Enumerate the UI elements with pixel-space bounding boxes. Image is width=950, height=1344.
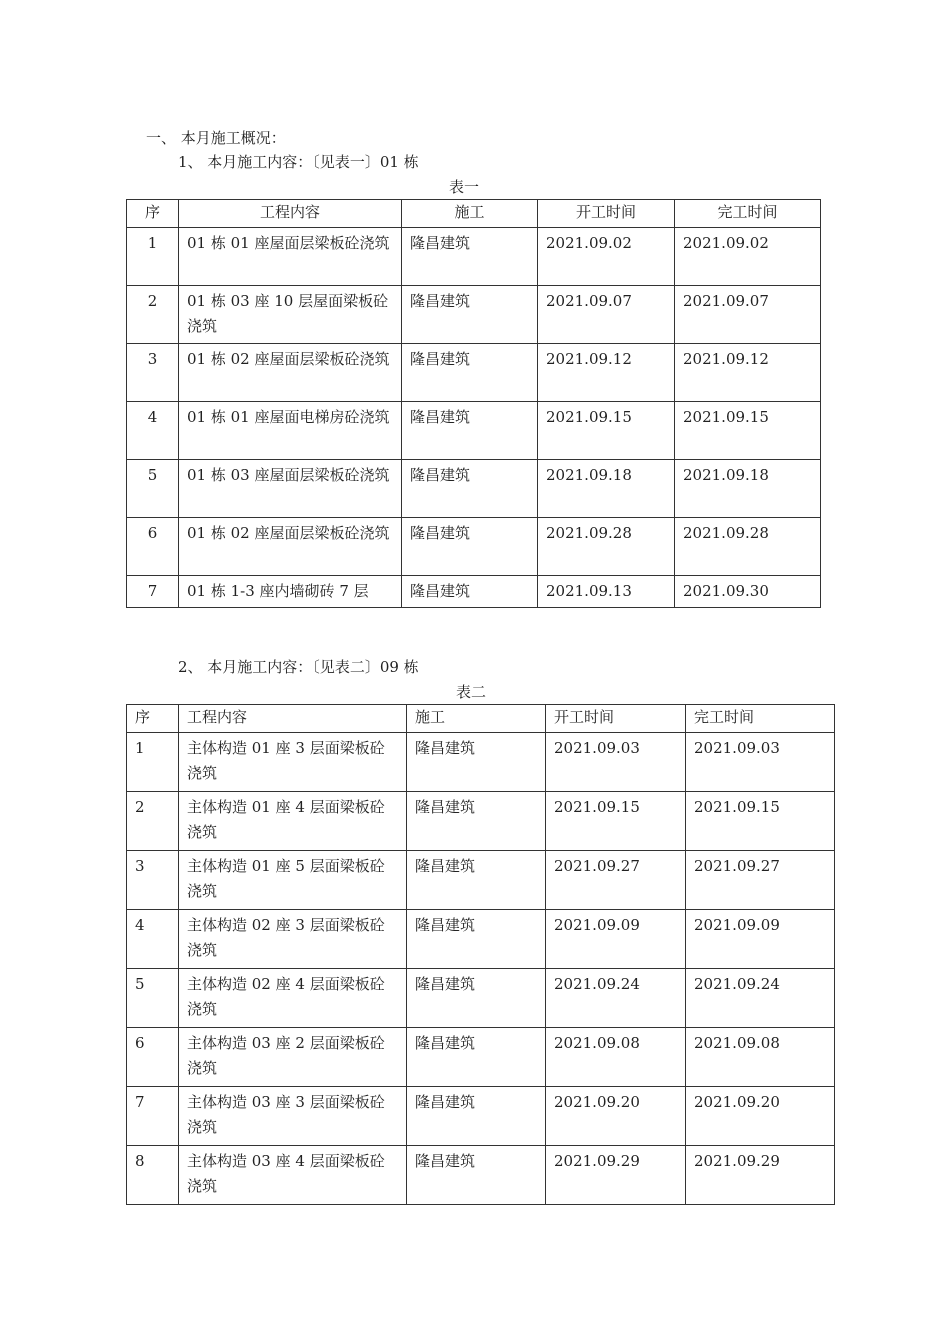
cell-contractor: [402, 286, 538, 344]
cell-start-date: [546, 910, 686, 969]
table-row: [127, 851, 835, 910]
cell-start-date: [538, 402, 675, 460]
cell-text: 隆昌建筑: [415, 1152, 476, 1170]
cell-text: 01 栋 02 座屋面层梁板砼浇筑: [187, 524, 390, 542]
cell-end-date: [686, 1087, 835, 1146]
cell-seq: [127, 851, 179, 910]
cell-content: [179, 1087, 407, 1146]
cell-text: 2021.09.13: [546, 582, 632, 600]
cell-contractor: [407, 1087, 546, 1146]
cell-content: [179, 969, 407, 1028]
header-content: [179, 200, 402, 228]
cell-text: 主体构造 03 座 3 层面梁板砼浇筑: [187, 1093, 385, 1136]
table-row: [127, 518, 821, 576]
cell-text: 2021.09.12: [546, 350, 632, 368]
cell-text: 隆昌建筑: [415, 916, 476, 934]
header-start-date: [546, 705, 686, 733]
cell-text: 2021.09.30: [683, 582, 769, 600]
cell-text: 7: [147, 582, 158, 600]
cell-contractor: [402, 576, 538, 608]
cell-content: [179, 733, 407, 792]
cell-content: [179, 1028, 407, 1087]
table-row: [127, 228, 821, 286]
cell-text: 2021.09.18: [683, 466, 769, 484]
table2-intro: 2、 本月施工内容：〔见表二〕09 栋: [178, 658, 419, 676]
cell-text: 1: [147, 234, 158, 252]
cell-text: 3: [135, 857, 145, 875]
header-content: [179, 705, 407, 733]
header-start-date: [538, 200, 675, 228]
cell-text: 2021.09.15: [683, 408, 769, 426]
cell-content: [179, 1146, 407, 1205]
header-end-date: [686, 705, 835, 733]
cell-text: 2021.09.07: [546, 292, 632, 310]
cell-text: 4: [147, 408, 158, 426]
cell-contractor: [407, 733, 546, 792]
cell-text: 2021.09.28: [683, 524, 769, 542]
header-label: 工程内容: [187, 708, 248, 726]
cell-contractor: [407, 1146, 546, 1205]
cell-text: 2021.09.27: [694, 857, 780, 875]
cell-end-date: [686, 733, 835, 792]
cell-text: 2021.09.08: [554, 1034, 640, 1052]
cell-text: 2021.09.20: [554, 1093, 640, 1111]
cell-content: [179, 228, 402, 286]
cell-text: 隆昌建筑: [410, 524, 471, 542]
cell-text: 2021.09.09: [554, 916, 640, 934]
table-row: [127, 792, 835, 851]
cell-end-date: [686, 1028, 835, 1087]
cell-text: 2021.09.03: [694, 739, 780, 757]
table-header-row: [127, 200, 821, 228]
cell-content: [179, 576, 402, 608]
cell-seq: [127, 402, 179, 460]
cell-text: 2021.09.29: [554, 1152, 640, 1170]
table-2: [126, 704, 835, 1205]
cell-seq: [127, 969, 179, 1028]
cell-text: 5: [147, 466, 158, 484]
cell-text: 主体构造 03 座 2 层面梁板砼浇筑: [187, 1034, 385, 1077]
header-label: 施工: [415, 708, 446, 726]
cell-text: 01 栋 01 座屋面层梁板砼浇筑: [187, 234, 390, 252]
cell-content: [179, 851, 407, 910]
cell-text: 2021.09.02: [546, 234, 632, 252]
cell-contractor: [402, 402, 538, 460]
cell-contractor: [402, 344, 538, 402]
cell-text: 2: [147, 292, 158, 310]
cell-start-date: [538, 228, 675, 286]
cell-text: 隆昌建筑: [410, 408, 471, 426]
table-row: [127, 460, 821, 518]
header-contractor: [407, 705, 546, 733]
header-seq: [127, 200, 179, 228]
cell-seq: [127, 576, 179, 608]
cell-content: [179, 460, 402, 518]
cell-text: 2021.09.24: [554, 975, 640, 993]
cell-start-date: [538, 286, 675, 344]
cell-start-date: [538, 576, 675, 608]
cell-text: 2021.09.20: [694, 1093, 780, 1111]
cell-start-date: [538, 344, 675, 402]
table-row: [127, 286, 821, 344]
cell-end-date: [675, 344, 821, 402]
cell-contractor: [402, 460, 538, 518]
cell-content: [179, 286, 402, 344]
cell-start-date: [538, 460, 675, 518]
cell-seq: [127, 910, 179, 969]
cell-text: 2021.09.03: [554, 739, 640, 757]
cell-text: 隆昌建筑: [415, 798, 476, 816]
cell-text: 2021.09.15: [554, 798, 640, 816]
cell-text: 主体构造 02 座 4 层面梁板砼浇筑: [187, 975, 385, 1018]
cell-seq: [127, 792, 179, 851]
table-row: [127, 1028, 835, 1087]
cell-end-date: [686, 792, 835, 851]
cell-text: 2021.09.15: [546, 408, 632, 426]
section-heading: 一、 本月施工概况：: [146, 129, 286, 147]
cell-text: 2021.09.12: [683, 350, 769, 368]
header-label: 序: [144, 203, 160, 221]
header-label: 开工时间: [554, 708, 615, 726]
cell-text: 隆昌建筑: [415, 1093, 476, 1111]
cell-content: [179, 910, 407, 969]
header-label: 序: [135, 708, 151, 726]
table-row: [127, 910, 835, 969]
cell-text: 5: [135, 975, 145, 993]
table1-intro: 1、 本月施工内容：〔见表一〕01 栋: [178, 153, 419, 171]
table-1: [126, 199, 821, 608]
cell-start-date: [546, 1028, 686, 1087]
cell-text: 主体构造 01 座 3 层面梁板砼浇筑: [187, 739, 385, 782]
cell-end-date: [686, 969, 835, 1028]
cell-text: 隆昌建筑: [415, 975, 476, 993]
cell-end-date: [675, 286, 821, 344]
table-row: [127, 733, 835, 792]
cell-contractor: [402, 518, 538, 576]
cell-text: 4: [135, 916, 145, 934]
cell-seq: [127, 1146, 179, 1205]
cell-text: 7: [135, 1093, 145, 1111]
table-row: [127, 576, 821, 608]
header-label: 完工时间: [694, 708, 755, 726]
cell-end-date: [675, 402, 821, 460]
cell-text: 主体构造 02 座 3 层面梁板砼浇筑: [187, 916, 385, 959]
cell-start-date: [538, 518, 675, 576]
header-label: 施工: [454, 203, 485, 221]
cell-text: 隆昌建筑: [415, 739, 476, 757]
cell-text: 2021.09.15: [694, 798, 780, 816]
cell-text: 01 栋 1-3 座内墙砌砖 7 层: [187, 582, 369, 600]
table-row: [127, 969, 835, 1028]
header-contractor: [402, 200, 538, 228]
cell-start-date: [546, 792, 686, 851]
cell-seq: [127, 733, 179, 792]
cell-text: 2: [135, 798, 145, 816]
table2-caption: 表二: [456, 683, 487, 701]
cell-start-date: [546, 1087, 686, 1146]
cell-contractor: [402, 228, 538, 286]
cell-contractor: [407, 792, 546, 851]
cell-text: 6: [147, 524, 158, 542]
cell-end-date: [686, 1146, 835, 1205]
cell-text: 隆昌建筑: [415, 857, 476, 875]
cell-text: 01 栋 01 座屋面电梯房砼浇筑: [187, 408, 390, 426]
cell-text: 8: [135, 1152, 145, 1170]
table-row: [127, 402, 821, 460]
table-header-row: [127, 705, 835, 733]
table1-caption: 表一: [449, 178, 480, 196]
cell-text: 3: [147, 350, 158, 368]
cell-text: 主体构造 03 座 4 层面梁板砼浇筑: [187, 1152, 385, 1195]
cell-text: 隆昌建筑: [410, 234, 471, 252]
cell-seq: [127, 1028, 179, 1087]
cell-seq: [127, 1087, 179, 1146]
cell-text: 2021.09.07: [683, 292, 769, 310]
cell-text: 2021.09.09: [694, 916, 780, 934]
cell-text: 隆昌建筑: [410, 292, 471, 310]
cell-contractor: [407, 1028, 546, 1087]
cell-seq: [127, 344, 179, 402]
cell-text: 主体构造 01 座 5 层面梁板砼浇筑: [187, 857, 385, 900]
cell-text: 隆昌建筑: [410, 350, 471, 368]
header-end-date: [675, 200, 821, 228]
header-seq: [127, 705, 179, 733]
cell-end-date: [675, 576, 821, 608]
cell-contractor: [407, 910, 546, 969]
cell-start-date: [546, 1146, 686, 1205]
cell-text: 2021.09.02: [683, 234, 769, 252]
cell-text: 隆昌建筑: [415, 1034, 476, 1052]
header-label: 完工时间: [717, 203, 778, 221]
cell-end-date: [675, 228, 821, 286]
cell-contractor: [407, 851, 546, 910]
cell-text: 隆昌建筑: [410, 466, 471, 484]
table-row: [127, 344, 821, 402]
cell-seq: [127, 228, 179, 286]
cell-text: 6: [135, 1034, 145, 1052]
cell-contractor: [407, 969, 546, 1028]
cell-text: 2021.09.28: [546, 524, 632, 542]
cell-start-date: [546, 733, 686, 792]
cell-content: [179, 518, 402, 576]
cell-start-date: [546, 969, 686, 1028]
cell-text: 2021.09.29: [694, 1152, 780, 1170]
cell-content: [179, 792, 407, 851]
cell-text: 主体构造 01 座 4 层面梁板砼浇筑: [187, 798, 385, 841]
cell-text: 隆昌建筑: [410, 582, 471, 600]
cell-content: [179, 344, 402, 402]
table-row: [127, 1087, 835, 1146]
cell-seq: [127, 518, 179, 576]
table-row: [127, 1146, 835, 1205]
cell-text: 2021.09.24: [694, 975, 780, 993]
cell-end-date: [686, 910, 835, 969]
cell-end-date: [675, 518, 821, 576]
cell-content: [179, 402, 402, 460]
cell-text: 01 栋 02 座屋面层梁板砼浇筑: [187, 350, 390, 368]
cell-end-date: [686, 851, 835, 910]
cell-seq: [127, 460, 179, 518]
cell-text: 2021.09.18: [546, 466, 632, 484]
cell-text: 01 栋 03 座屋面层梁板砼浇筑: [187, 466, 390, 484]
cell-start-date: [546, 851, 686, 910]
header-label: 开工时间: [575, 203, 636, 221]
cell-end-date: [675, 460, 821, 518]
header-label: 工程内容: [259, 203, 320, 221]
cell-text: 2021.09.27: [554, 857, 640, 875]
cell-text: 1: [135, 739, 145, 757]
cell-text: 2021.09.08: [694, 1034, 780, 1052]
cell-text: 01 栋 03 座 10 层屋面梁板砼浇筑: [187, 292, 389, 335]
cell-seq: [127, 286, 179, 344]
